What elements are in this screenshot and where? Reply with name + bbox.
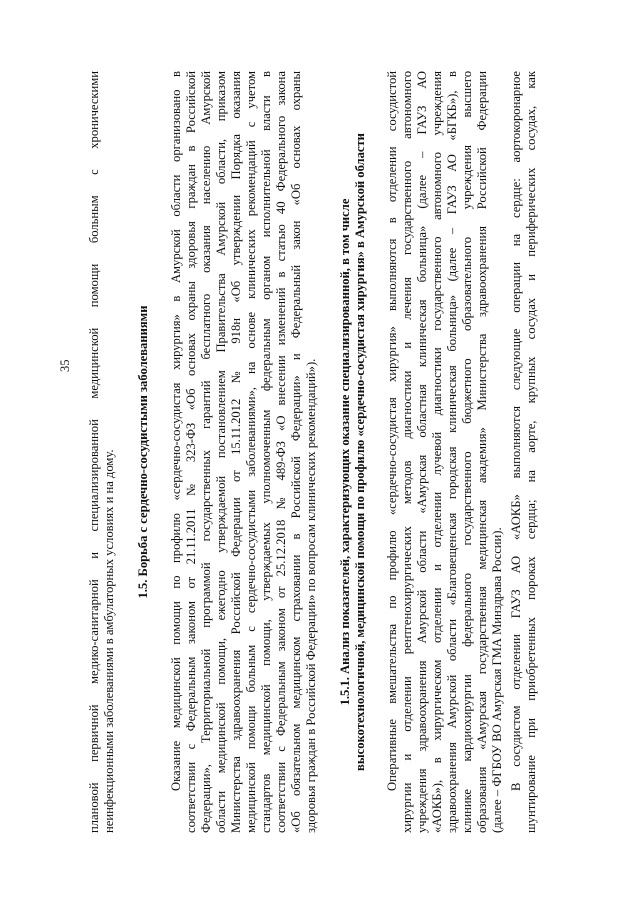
subsection-heading-line-2: высокотехнологичной, медицинской помощи по профилю «сердечно-сосудистая хирургия» в Амурской области <box>353 133 367 771</box>
section-heading: 1.5. Борьба с сердечно-сосудистыми заболеваниями <box>136 305 150 599</box>
paragraph-1-line-2: соответствии с Федеральным законом от 21.11.2011 № 323-ФЗ «Об основах охраны здоровья граждан в Российской <box>184 71 198 833</box>
paragraph-2-line-5: здравоохранения Амурской области «Благовещенская городская клиническая больница» (далее – ГАУЗ АО «БГКБ»), в <box>445 71 459 833</box>
paragraph-1-line-6: медицинской помощи больным с сердечно-сосудистыми заболеваниями», на основе клинических рекомендаций с учетом <box>244 71 258 833</box>
paragraph-2-line-4: «АОКБ»), в хирургическом отделении и отделении лучевой диагностики государственного автономного учреждения <box>430 71 444 833</box>
paragraph-1-line-5: Министерства здравоохранения Российской Федерации от 15.11.2012 № 918н «Об утверждении Порядка оказания <box>229 71 243 833</box>
paragraph-1-line-4: области медицинской помощи, ежегодно утверждаемой постановлением Правительства Амурской области, приказом <box>214 71 228 833</box>
paragraph-2-line-7: образования «Амурская государственная медицинская академия» Министерства здравоохранения Российской Федерации <box>475 71 489 833</box>
document-page <box>72 71 584 833</box>
paragraph-1-line-1: Оказание медицинской помощи по профилю «сердечно-сосудистая хирургия» в Амурской области организовано в <box>169 71 183 791</box>
paragraph-1-line-7: стандартов медицинской помощи, утверждаемых уполномоченным федеральным органом исполнительной власти в <box>259 71 273 833</box>
subsection-heading-line-1: 1.5.1. Анализ показателей, характеризующих оказание специализированной, в том числе <box>338 198 352 706</box>
paragraph-1-line-9: «Об обязательном медицинском страховании в Российской Федерации» и Федеральный закон «Об основах охраны <box>289 71 303 833</box>
intro-line-1: плановой первичной медико-санитарной и специализированной медицинской помощи больным с хроническими <box>87 71 101 833</box>
paragraph-1-line-8: соответствии с Федеральным законом от 25.12.2018 № 489-ФЗ «О внесении изменений в статью 40 Федерального закона <box>274 71 288 833</box>
page-number: 35 <box>58 359 72 372</box>
paragraph-2-line-6: клинике кардиохирургии федерального государственного бюджетного образовательного учреждения высшего <box>460 71 474 833</box>
paragraph-2-line-8: (далее – ФГБОУ ВО Амурская ГМА Минздрава России). <box>490 527 504 833</box>
paragraph-2-line-2: хирургии и отделении рентгенохирургических методов диагностики и лечения государственного автономного <box>400 71 414 833</box>
paragraph-3-line-1: В сосудистом отделении ГАУЗ АО «АОКБ» выполняются следующие операции на сердце: аортокоронарное <box>509 71 523 791</box>
intro-line-2: неинфекционными заболеваниями в амбулаторных условиях и на дому. <box>102 449 116 833</box>
paragraph-1-line-10: здоровья граждан в Российской Федерации» по вопросам клинических рекомендаций»). <box>304 358 318 833</box>
paragraph-1-line-3: Федерации», Территориальной программой государственных гарантий бесплатного оказания населению Амурской <box>199 71 213 833</box>
paragraph-3-line-2: шунтирование при приобретенных пороках сердца; на аорте, крупных сосудах и периферических сосудах, как <box>524 71 538 833</box>
paragraph-2-line-3: учреждения здравоохранения Амурской области «Амурская областная клиническая больница» (далее – ГАУЗ АО <box>415 71 429 833</box>
paragraph-2-line-1: Оперативные вмешательства по профилю «сердечно-сосудистая хирургия» выполняются в отделении сосудистой <box>385 71 399 791</box>
